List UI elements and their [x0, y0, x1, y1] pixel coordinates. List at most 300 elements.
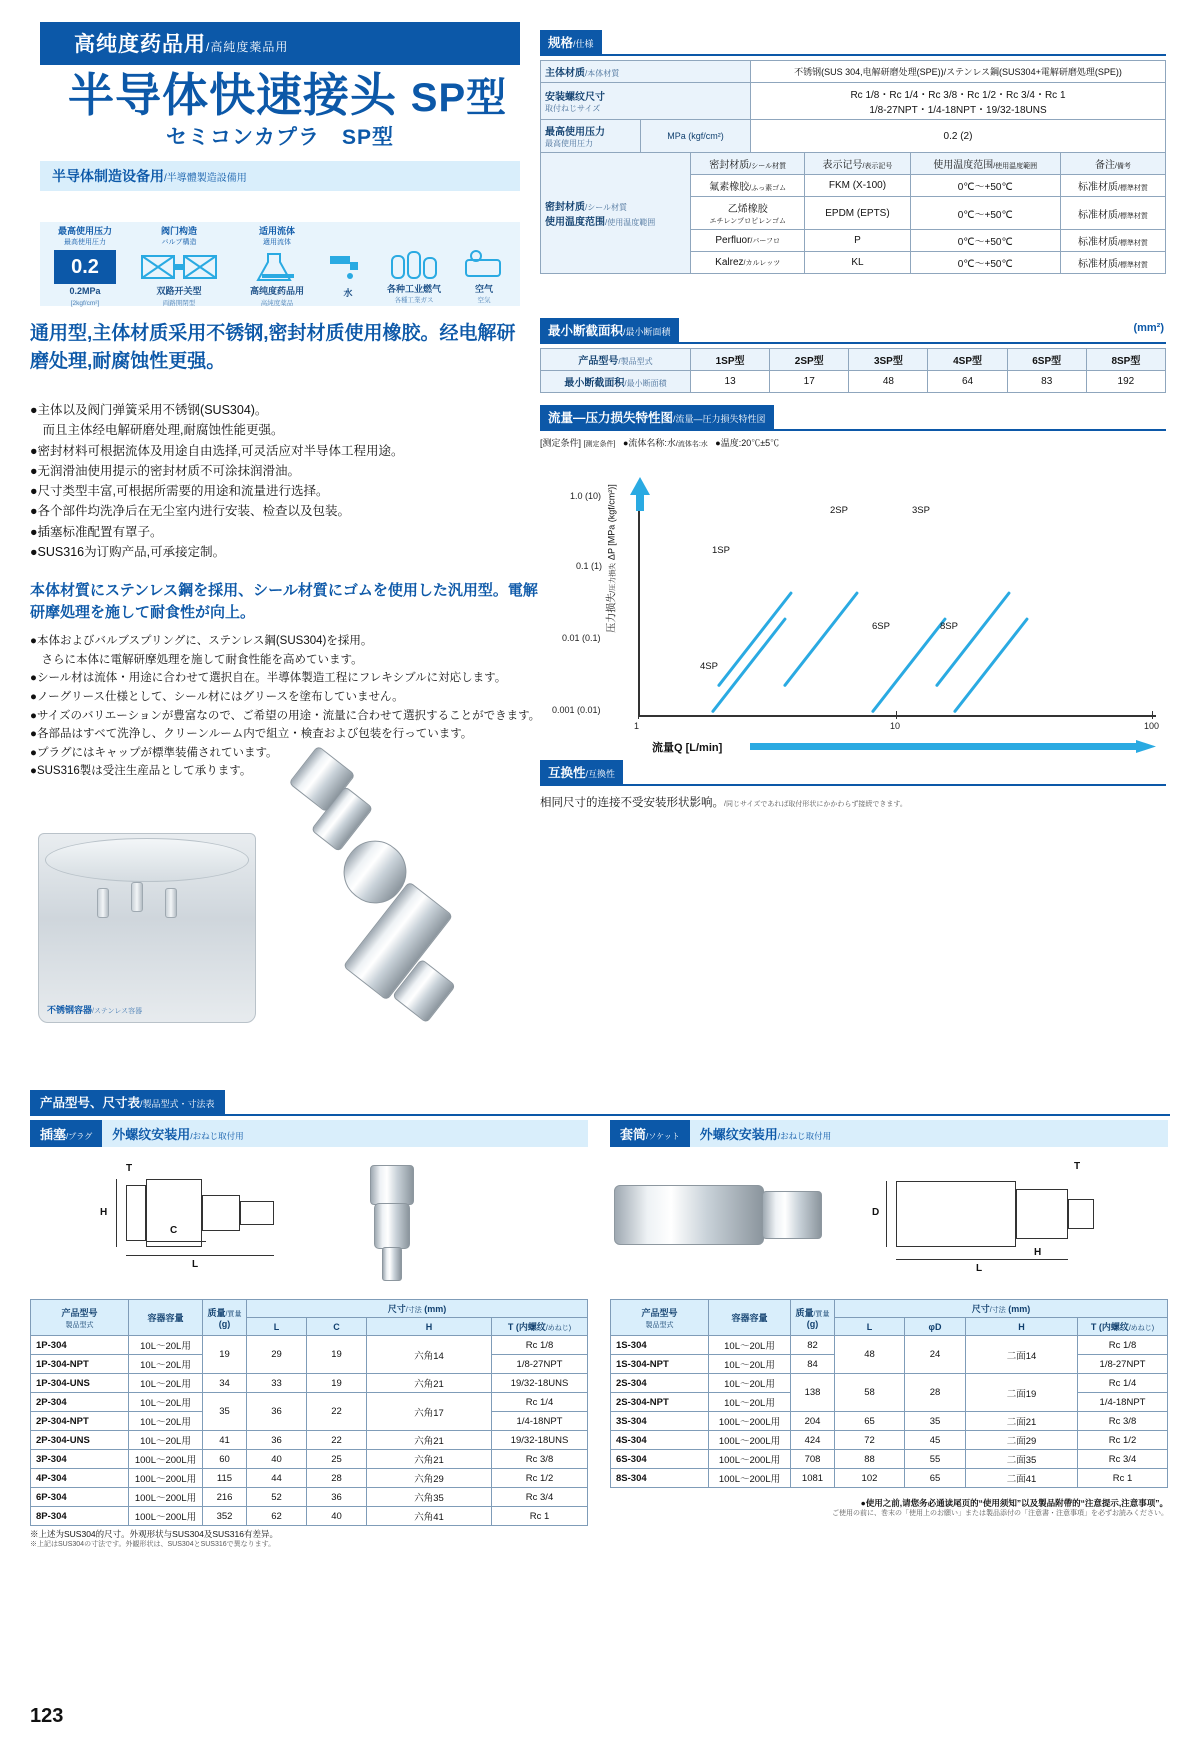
table-row [611, 1450, 1168, 1469]
y-axis-arrow-icon [628, 473, 652, 513]
plug-sub-jp: /おねじ取付用 [190, 1131, 244, 1141]
socket-dimension-table [610, 1299, 1168, 1488]
cell-mass: 352 [203, 1507, 247, 1526]
cell-T: 19/32-18UNS [492, 1374, 588, 1393]
min-area-row-label-jp: /最小断面積 [624, 379, 667, 388]
cell-model: 8S-304 [611, 1469, 709, 1488]
fluid-cap-jp: 高純度薬品 [260, 299, 294, 307]
dim-letter-c: C [170, 1225, 178, 1236]
cell-D: 24 [904, 1336, 965, 1374]
cell-T: 1/4-18NPT [1078, 1393, 1168, 1412]
socket-line-hex [1016, 1189, 1068, 1239]
socket-sub-cn: 外螺纹安装用 [699, 1127, 778, 1142]
badge-cn: 高纯度药品用 [74, 33, 206, 56]
th-dims-cn: 尺寸 [387, 1304, 406, 1314]
min-area-col: 6SP型 [1007, 349, 1086, 371]
cell-vessel: 100L～200L用 [129, 1488, 203, 1507]
cell-model: 1S-304-NPT [611, 1355, 709, 1374]
dim-letter-t: T [1074, 1161, 1081, 1172]
page-title [40, 71, 520, 119]
cell-L: 58 [835, 1374, 905, 1412]
curve-label-3sp: 3SP [912, 505, 930, 516]
cell-T: 1/8-27NPT [492, 1355, 588, 1374]
seal-material: Kalrez [715, 257, 744, 268]
socket-footnote [610, 1498, 1168, 1519]
title-badge [40, 22, 520, 65]
icon-col-fluid [232, 226, 322, 307]
cell-vessel: 10L～20L用 [129, 1374, 203, 1393]
x-axis-arrow-icon [750, 739, 1156, 753]
flow-chart-panel [540, 405, 1166, 754]
plug-mid-body [202, 1195, 240, 1231]
plug-dimension-table [30, 1299, 588, 1526]
cell-H: 二面19 [966, 1374, 1078, 1412]
socket-tag [610, 1120, 690, 1147]
water-icon [320, 248, 376, 282]
cell-L: 36 [247, 1431, 307, 1450]
cell-H: 六角21 [367, 1450, 492, 1469]
bullet-item: ●シール材は流体・用途に合わせて選択自在。半導体製造工程にフレキシブルに対応します。 [30, 672, 507, 685]
table-row [31, 1507, 588, 1526]
pressure-hdr-jp: 最高使用圧力 [64, 239, 106, 247]
spec-panel [540, 30, 1166, 274]
seal-material-jp: エチレンプロピレンゴム [709, 218, 786, 225]
coupler-image [278, 755, 468, 1035]
curve-3sp [935, 591, 1011, 687]
x-tick: 1 [634, 721, 640, 731]
seal-note: 标准材质 [1077, 237, 1118, 248]
seal-note-jp: /標準材質 [1117, 212, 1148, 220]
y-tick: 1.0 (10) [570, 491, 602, 501]
cell-model: 1P-304 [31, 1336, 129, 1355]
valve-icon [136, 250, 222, 284]
icon-col-water [320, 248, 376, 298]
cell-vessel: 100L～200L用 [709, 1412, 791, 1431]
feature-icon-strip [40, 222, 520, 306]
plug-subheader [30, 1120, 588, 1147]
bullet-item: ●无润滑油使用提示的密封材质不可涂抹润滑油。 [30, 463, 301, 478]
socket-sub-jp: /おねじ取付用 [777, 1131, 832, 1141]
curve-label-2sp: 2SP [830, 505, 848, 516]
dim-line-l [896, 1259, 1068, 1260]
spec-table [540, 60, 1166, 153]
seal-material-jp: /ふっ素ゴム [749, 185, 787, 192]
cell-model: 6P-304 [31, 1488, 129, 1507]
seal-material-jp: /カルレッツ [743, 260, 781, 267]
spec-row-label: 最高使用压力 [545, 127, 605, 138]
table-header-row [31, 1300, 588, 1318]
plug-tag-cn: 插塞 [40, 1127, 67, 1142]
flow-chart [540, 453, 1166, 754]
cell-L: 65 [835, 1412, 905, 1431]
cell-H: 六角21 [367, 1431, 492, 1450]
thread-line-2: 1/8-27NPT・1/4-18NPT・19/32-18UNS [869, 105, 1047, 116]
cell-C: 22 [307, 1431, 367, 1450]
cell-D: 65 [904, 1469, 965, 1488]
y-tick: 0.01 (0.1) [562, 633, 601, 643]
socket-photo-hex [762, 1191, 822, 1239]
cell-D: 45 [904, 1431, 965, 1450]
cell-model: 1P-304-NPT [31, 1355, 129, 1374]
curve-1sp [717, 591, 793, 687]
bullet-item: ●插塞标准配置有罩子。 [30, 524, 163, 539]
plug-photo [350, 1165, 460, 1285]
y-tick: 0.001 (0.01) [552, 705, 601, 715]
usage-bar [40, 161, 520, 191]
cell-mass: 34 [203, 1374, 247, 1393]
socket-photo [614, 1177, 850, 1253]
air-cap: 空气 [474, 284, 493, 294]
spec-row-value: 不锈钢(SUS 304,电解研磨处理(SPE))/ステンレス鋼(SUS304+電解研磨処理(SPE)) [751, 61, 1166, 83]
seal-note: 标准材质 [1077, 259, 1118, 270]
table-row [541, 371, 1166, 393]
th-mass-jp: /質量 [813, 1311, 830, 1318]
cell-model: 1S-304 [611, 1336, 709, 1355]
min-area-col: 8SP型 [1086, 349, 1165, 371]
bullets-chinese [30, 400, 535, 562]
cell-T: Rc 1/2 [1078, 1431, 1168, 1450]
seal-col-temp-jp: /使用温度範囲 [993, 163, 1038, 170]
cell-mass: 708 [791, 1450, 835, 1469]
plug-thread-body [126, 1185, 146, 1241]
y-axis-label-cn: 压力损失 [606, 592, 618, 633]
icon-col-air [452, 248, 516, 305]
socket-tag-jp: /ソケット [646, 1132, 680, 1141]
cell-L: 29 [247, 1336, 307, 1374]
cell-mass: 82 [791, 1336, 835, 1355]
badge-jp: /高純度薬品用 [206, 40, 289, 54]
seal-note: 标准材质 [1077, 209, 1118, 221]
air-cap-jp: 空気 [477, 297, 491, 305]
cell-vessel: 10L～20L用 [709, 1374, 791, 1393]
cell-vessel: 100L～200L用 [709, 1431, 791, 1450]
y-axis-label-jp: /圧力損失 [609, 562, 617, 593]
vessel-label-cn: 不锈钢容器 [47, 1005, 93, 1015]
title-block [40, 22, 520, 191]
x-tick-mark [896, 711, 897, 719]
dim-letter-l: L [976, 1263, 983, 1274]
cell-T: 19/32-18UNS [492, 1431, 588, 1450]
min-area-col: 1SP型 [691, 349, 770, 371]
chart-title-cn: 流量—压力损失特性图 [548, 411, 674, 425]
cell-T: Rc 3/8 [1078, 1412, 1168, 1431]
th-H: H [966, 1318, 1078, 1336]
gas-icon [376, 248, 452, 282]
table-row [611, 1469, 1168, 1488]
water-cap: 水 [343, 288, 353, 298]
cell-H: 二面21 [966, 1412, 1078, 1431]
min-area-panel [540, 318, 1166, 393]
cond-jp: [測定条件] [583, 441, 616, 448]
socket-line-thread [1068, 1199, 1094, 1229]
dim-line-d [886, 1181, 887, 1247]
pressure-value: 0.2 [71, 255, 99, 278]
fluid-cap: 高纯度药品用 [249, 286, 304, 297]
seal-col-symbol: 表示记号 [822, 160, 863, 171]
curve-label-4sp: 4SP [700, 661, 718, 672]
cell-vessel: 100L～200L用 [709, 1469, 791, 1488]
cell-model: 2P-304-UNS [31, 1431, 129, 1450]
bullet-item: ●ノーグリース仕様として、シール材にはグリースを塗布していません。 [30, 690, 404, 703]
cell-H: 二面41 [966, 1469, 1078, 1488]
cell-L: 44 [247, 1469, 307, 1488]
seal-note-jp: /標準材質 [1117, 185, 1148, 192]
cell-D: 55 [904, 1450, 965, 1469]
seal-symbol: EPDM (EPTS) [805, 197, 910, 230]
spec-row-label-jp: /本体材質 [585, 69, 620, 78]
seal-note-jp: /標準材質 [1117, 240, 1148, 247]
min-area-col: 3SP型 [849, 349, 928, 371]
cell-vessel: 10L～20L用 [129, 1355, 203, 1374]
pressure-cap: 0.2MPa [69, 286, 101, 297]
cell-vessel: 10L～20L用 [129, 1412, 203, 1431]
dimension-section-title-label [30, 1090, 225, 1114]
curve-2sp [783, 591, 859, 687]
y-tick: 0.1 (1) [576, 561, 603, 571]
headline-chinese: 通用型,主体材质采用不锈钢,密封材质使用橡胶。经电解研磨处理,耐腐蚀性更强。 [30, 323, 516, 372]
vessel-port [97, 888, 109, 918]
plug-subtitle [102, 1120, 588, 1147]
th-T-cn: T (内螺纹 [507, 1322, 546, 1332]
usage-cn: 半导体制造设备用 [52, 168, 164, 185]
title-cn: 半导体快速接头 [68, 69, 397, 121]
th-T-jp: /めねじ) [545, 1325, 572, 1332]
plug-nose [240, 1201, 274, 1225]
gas-cap: 各种工业燃气 [386, 284, 441, 294]
icon-col-pressure [46, 226, 124, 307]
cond-fluid-jp: /流体名:水 [675, 441, 708, 448]
seal-temp-label-jp: /使用温度範囲 [605, 218, 656, 227]
icon-col-valve [136, 226, 222, 307]
cell-vessel: 100L～200L用 [709, 1450, 791, 1469]
min-area-col: 4SP型 [928, 349, 1007, 371]
cell-T: Rc 3/4 [492, 1488, 588, 1507]
socket-footnote-jp: ご使用の前に、巻末の「使用上のお願い」または製品添付の「注意書・注意事項」を必ずお読みください。 [832, 1510, 1168, 1518]
cell-vessel: 100L～200L用 [129, 1469, 203, 1488]
seal-material-jp: /パーフロ [750, 238, 781, 245]
curve-8sp [953, 617, 1029, 713]
spec-title [540, 30, 602, 54]
table-row [611, 1336, 1168, 1355]
cell-model: 6S-304 [611, 1450, 709, 1469]
usage-jp: /半導體製造設備用 [164, 173, 247, 185]
socket-drawing [610, 1155, 1168, 1295]
table-row [31, 1393, 588, 1412]
cell-vessel: 10L～20L用 [709, 1393, 791, 1412]
curve-label-6sp: 6SP [872, 621, 890, 632]
curve-label-8sp: 8SP [940, 621, 958, 632]
min-area-value: 48 [849, 371, 928, 393]
th-model-cn: 产品型号 [61, 1307, 98, 1318]
x-tick-mark [638, 711, 639, 719]
compat-title-cn: 互换性 [548, 766, 586, 780]
seal-material: 氟素橡胶 [709, 182, 750, 193]
seal-symbol: FKM (X-100) [805, 175, 910, 197]
cell-L: 40 [247, 1450, 307, 1469]
socket-footnote-cn: ●使用之前,请您务必通读尾页的“使用须知”以及製品附帶的“注意提示,注意事项”。 [860, 1498, 1168, 1508]
valve-cap: 双路开关型 [156, 286, 202, 297]
dim-letter-d: D [872, 1207, 880, 1218]
spec-row-label-jp: 最高使用圧力 [545, 139, 593, 148]
cell-C: 40 [307, 1507, 367, 1526]
seal-material: 乙烯橡胶 [727, 204, 768, 215]
cell-model: 4P-304 [31, 1469, 129, 1488]
table-row [541, 120, 1166, 153]
socket-subheader [610, 1120, 1168, 1147]
cell-mass: 216 [203, 1488, 247, 1507]
title-model: SP型 [410, 76, 508, 120]
x-tick-mark [1152, 711, 1153, 719]
cell-C: 25 [307, 1450, 367, 1469]
spec-title-cn: 规格 [548, 36, 574, 50]
cell-H: 六角41 [367, 1507, 492, 1526]
cell-model: 2P-304 [31, 1393, 129, 1412]
dim-letter-h: H [1034, 1247, 1042, 1258]
th-D: φD [904, 1318, 965, 1336]
th-model-cn: 产品型号 [641, 1307, 678, 1318]
cell-L: 102 [835, 1469, 905, 1488]
table-row [31, 1469, 588, 1488]
th-model-jp: 製品型式 [65, 1321, 94, 1329]
cell-H: 六角21 [367, 1374, 492, 1393]
table-row [611, 1374, 1168, 1393]
cell-D: 28 [904, 1374, 965, 1412]
th-L: L [835, 1318, 905, 1336]
cell-L: 52 [247, 1488, 307, 1507]
cell-H: 二面14 [966, 1336, 1078, 1374]
socket-line-body [896, 1181, 1016, 1247]
cell-model: 2P-304-NPT [31, 1412, 129, 1431]
cell-C: 19 [307, 1336, 367, 1374]
cell-L: 33 [247, 1374, 307, 1393]
cond-fluid-cn: ●流体名称:水 [622, 438, 676, 448]
bullet-item: ●本体およびバルブスプリングに、ステンレス鋼(SUS304)を採用。 [30, 635, 373, 647]
th-mass-unit: (g) [806, 1319, 819, 1329]
fluid-hdr-jp: 適用流体 [263, 239, 291, 247]
curve-label-1sp: 1SP [712, 545, 730, 556]
product-photo [28, 745, 528, 1065]
pressure-unit: MPa (kgf/cm²) [641, 120, 751, 153]
pressure-icon [54, 250, 116, 284]
compat-text [540, 794, 1166, 810]
th-mass-cn: 质量 [207, 1308, 226, 1318]
cell-mass: 115 [203, 1469, 247, 1488]
table-row [541, 61, 1166, 83]
th-dims-jp: /寸法 [405, 1307, 422, 1314]
cell-L: 72 [835, 1431, 905, 1450]
compat-panel [540, 760, 1166, 810]
min-area-value: 17 [770, 371, 849, 393]
chart-title [540, 405, 774, 429]
cell-T: Rc 1/8 [492, 1336, 588, 1355]
x-tick: 10 [890, 721, 901, 731]
min-area-table [540, 348, 1166, 393]
cell-mass: 35 [203, 1393, 247, 1431]
seal-label-jp: /シール材質 [585, 203, 628, 212]
bullet-item: ●各个部件均洗净后在无尘室内进行安装、检查以及包装。 [30, 504, 351, 519]
seal-temp: 0℃～+50℃ [910, 175, 1060, 197]
chart-title-jp: /流量—圧力損失特性図 [673, 414, 766, 424]
seal-symbol: P [805, 230, 910, 252]
min-area-title [540, 318, 679, 342]
seal-temp-label-cn: 使用温度范围 [545, 217, 605, 228]
icon-col-gas [376, 248, 452, 305]
seal-material: Perfluor [715, 235, 751, 246]
pressure-hdr-cn: 最高使用压力 [57, 226, 112, 236]
vessel-port [131, 882, 143, 912]
cell-model: 4S-304 [611, 1431, 709, 1450]
cell-vessel: 10L～20L用 [129, 1431, 203, 1450]
x-axis [638, 715, 1156, 717]
cell-mass: 1081 [791, 1469, 835, 1488]
spec-row-label-jp: 取付ねじサイズ [545, 104, 601, 113]
table-row [31, 1374, 588, 1393]
bullet-item: ●各部品はすべて洗浄し、クリーンルーム内で組立・検査および包装を行っています。 [30, 728, 473, 741]
cell-vessel: 100L～200L用 [129, 1450, 203, 1469]
cell-mass: 138 [791, 1374, 835, 1412]
cell-H: 六角14 [367, 1336, 492, 1374]
cell-model: 3S-304 [611, 1412, 709, 1431]
compat-text-jp: /同じサイズであれば取付形状にかかわらず接続できます。 [724, 801, 907, 808]
cell-model: 1P-304-UNS [31, 1374, 129, 1393]
cell-T: Rc 1/8 [1078, 1336, 1168, 1355]
compat-text-cn: 相同尺寸的连接不受安装形状影响。 [540, 797, 724, 809]
bullet-item: ●SUS316为订购产品,可承接定制。 [30, 544, 226, 559]
min-area-title-cn: 最小断截面积 [548, 324, 624, 338]
compat-title-jp: /互換性 [585, 769, 616, 779]
table-row [541, 349, 1166, 371]
th-C: C [307, 1318, 367, 1336]
table-row [31, 1488, 588, 1507]
plug-hex-body [146, 1179, 202, 1247]
plug-footnote [30, 1529, 588, 1550]
cell-H: 二面29 [966, 1431, 1078, 1450]
min-area-value: 13 [691, 371, 770, 393]
dim-letter-l: L [192, 1259, 199, 1270]
cell-mass: 424 [791, 1431, 835, 1450]
bullet-item: ●密封材料可根据流体及用途自由选择,可灵活应对半导体工程用途。 [30, 443, 404, 458]
bullet-item: 而且主体经电解研磨处理,耐腐蚀性能更强。 [30, 423, 284, 438]
min-area-value: 192 [1086, 371, 1165, 393]
cell-vessel: 10L～20L用 [709, 1336, 791, 1355]
cell-H: 六角35 [367, 1488, 492, 1507]
bullet-item: ●サイズのバリエーションが豊富なので、ご希望の用途・流量に合わせて選択することができます。 [30, 709, 541, 722]
vessel-label-jp: /ステンレス容器 [92, 1008, 143, 1015]
th-H: H [367, 1318, 492, 1336]
seal-col-note: 备注 [1094, 160, 1115, 171]
cond-temp: ●温度:20℃±5℃ [715, 438, 780, 448]
plug-block [30, 1120, 588, 1550]
plug-footnote-cn: ※上述为SUS304的尺寸。外观形状与SUS304及SUS316有差异。 [30, 1529, 278, 1539]
stainless-vessel-image [38, 833, 256, 1023]
min-area-unit: (mm²) [1133, 322, 1164, 334]
th-L: L [247, 1318, 307, 1336]
th-vessel: 容器容量 [731, 1313, 768, 1323]
y-axis-label [603, 479, 618, 639]
cell-T: Rc 1 [492, 1507, 588, 1526]
bullet-item: ●主体以及阀门弹簧采用不锈钢(SUS304)。 [30, 403, 268, 417]
valve-hdr-cn: 阀门构造 [160, 226, 197, 236]
vessel-port [165, 888, 177, 918]
air-icon [452, 248, 516, 282]
seal-col-symbol-jp: /表示記号 [862, 163, 893, 170]
compat-title [540, 760, 623, 784]
cell-vessel: 10L～20L用 [709, 1355, 791, 1374]
th-T-cn: T (内螺纹 [1090, 1322, 1129, 1332]
cell-model: 8P-304 [31, 1507, 129, 1526]
socket-tag-cn: 套筒 [620, 1127, 647, 1142]
cell-H: 二面35 [966, 1450, 1078, 1469]
